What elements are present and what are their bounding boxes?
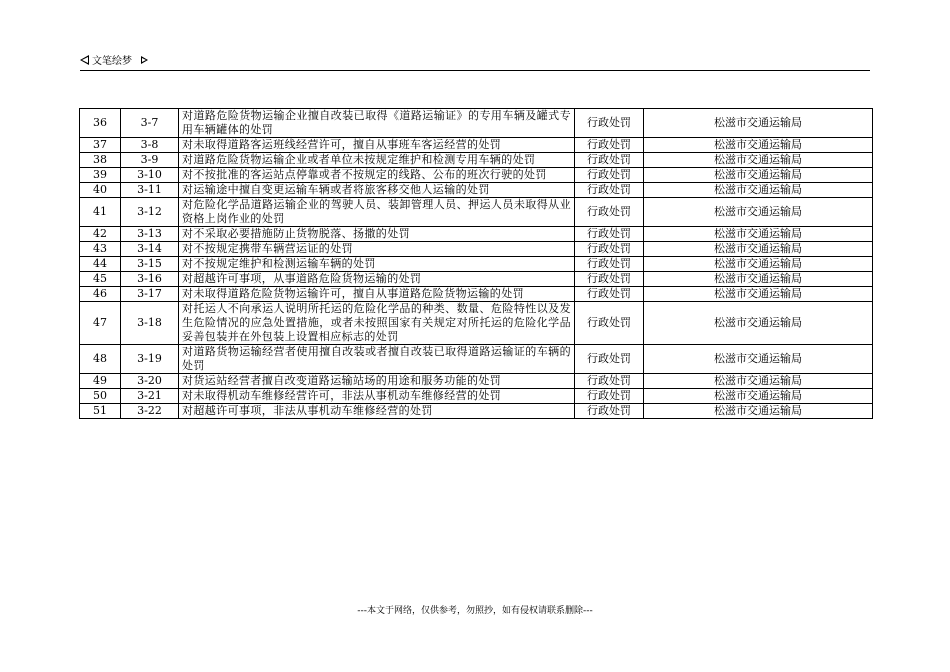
item-type: 行政处罚 (575, 242, 644, 257)
item-description: 对道路货物运输经营者使用擅自改装或者擅自改装已取得道路运输证的车辆的处罚 (179, 345, 575, 374)
table-row (80, 198, 873, 227)
item-code: 3-11 (121, 183, 179, 198)
table-row (80, 389, 873, 404)
triangle-left-icon (80, 55, 89, 65)
responsible-org: 松滋市交通运输局 (644, 227, 873, 242)
item-type: 行政处罚 (575, 404, 644, 419)
item-description: 对货运站经营者擅自改变道路运输站场的用途和服务功能的处罚 (179, 374, 575, 389)
responsible-org: 松滋市交通运输局 (644, 138, 873, 153)
responsible-org: 松滋市交通运输局 (644, 257, 873, 272)
item-code: 3-16 (121, 272, 179, 287)
item-code: 3-22 (121, 404, 179, 419)
item-type: 行政处罚 (575, 302, 644, 345)
table-row (80, 404, 873, 419)
brand-text: 文笔绘梦 (92, 56, 132, 67)
item-code: 3-14 (121, 242, 179, 257)
row-number: 37 (80, 138, 121, 153)
table-row (80, 287, 873, 302)
responsible-org: 松滋市交通运输局 (644, 302, 873, 345)
row-number: 36 (80, 109, 121, 138)
item-code: 3-13 (121, 227, 179, 242)
item-description: 对不按规定携带车辆营运证的处罚 (179, 242, 575, 257)
responsible-org: 松滋市交通运输局 (644, 242, 873, 257)
responsible-org: 松滋市交通运输局 (644, 404, 873, 419)
responsible-org: 松滋市交通运输局 (644, 198, 873, 227)
item-type: 行政处罚 (575, 389, 644, 404)
item-code: 3-7 (121, 109, 179, 138)
item-type: 行政处罚 (575, 272, 644, 287)
row-number: 51 (80, 404, 121, 419)
page-header (80, 50, 870, 71)
table-row (80, 257, 873, 272)
item-code: 3-17 (121, 287, 179, 302)
row-number: 39 (80, 168, 121, 183)
table-row (80, 302, 873, 345)
item-description: 对不按批准的客运站点停靠或者不按规定的线路、公布的班次行驶的处罚 (179, 168, 575, 183)
penalty-table (79, 108, 873, 419)
item-code: 3-21 (121, 389, 179, 404)
responsible-org: 松滋市交通运输局 (644, 272, 873, 287)
table-row (80, 242, 873, 257)
item-code: 3-12 (121, 198, 179, 227)
footer-disclaimer: ---本文于网络，仅供参考，勿照抄，如有侵权请联系删除--- (357, 606, 593, 616)
responsible-org: 松滋市交通运输局 (644, 183, 873, 198)
item-type: 行政处罚 (575, 153, 644, 168)
table-row (80, 374, 873, 389)
item-description: 对超越许可事项，从事道路危险货物运输的处罚 (179, 272, 575, 287)
item-code: 3-15 (121, 257, 179, 272)
item-type: 行政处罚 (575, 345, 644, 374)
item-description: 对托运人不向承运人说明所托运的危险化学品的种类、数量、危险特性以及发生危险情况的应急处置措施，或者未按照国家有关规定对所托运的危险化学品妥善包装并在外包装上设置相应标志的处罚 (179, 302, 575, 345)
row-number: 45 (80, 272, 121, 287)
item-description: 对道路危险货物运输企业或者单位未按规定维护和检测专用车辆的处罚 (179, 153, 575, 168)
table-body (80, 109, 873, 419)
item-description: 对未取得道路危险货物运输许可，擅自从事道路危险货物运输的处罚 (179, 287, 575, 302)
row-number: 43 (80, 242, 121, 257)
row-number: 42 (80, 227, 121, 242)
item-code: 3-20 (121, 374, 179, 389)
item-description: 对运输途中擅自变更运输车辆或者将旅客移交他人运输的处罚 (179, 183, 575, 198)
item-type: 行政处罚 (575, 138, 644, 153)
row-number: 44 (80, 257, 121, 272)
item-type: 行政处罚 (575, 287, 644, 302)
responsible-org: 松滋市交通运输局 (644, 109, 873, 138)
responsible-org: 松滋市交通运输局 (644, 345, 873, 374)
row-number: 47 (80, 302, 121, 345)
row-number: 50 (80, 389, 121, 404)
item-type: 行政处罚 (575, 198, 644, 227)
table-row (80, 168, 873, 183)
item-type: 行政处罚 (575, 109, 644, 138)
item-description: 对危险化学品道路运输企业的驾驶人员、装卸管理人员、押运人员未取得从业资格上岗作业的处罚 (179, 198, 575, 227)
item-description: 对超越许可事项，非法从事机动车维修经营的处罚 (179, 404, 575, 419)
item-code: 3-18 (121, 302, 179, 345)
row-number: 48 (80, 345, 121, 374)
item-type: 行政处罚 (575, 168, 644, 183)
responsible-org: 松滋市交通运输局 (644, 389, 873, 404)
header-brand (80, 52, 148, 67)
item-type: 行政处罚 (575, 183, 644, 198)
item-type: 行政处罚 (575, 227, 644, 242)
table-row (80, 345, 873, 374)
item-code: 3-8 (121, 138, 179, 153)
row-number: 41 (80, 198, 121, 227)
responsible-org: 松滋市交通运输局 (644, 287, 873, 302)
table-row (80, 272, 873, 287)
responsible-org: 松滋市交通运输局 (644, 374, 873, 389)
row-number: 40 (80, 183, 121, 198)
item-type: 行政处罚 (575, 257, 644, 272)
row-number: 46 (80, 287, 121, 302)
item-description: 对不采取必要措施防止货物脱落、扬撒的处罚 (179, 227, 575, 242)
item-description: 对不按规定维护和检测运输车辆的处罚 (179, 257, 575, 272)
table-row (80, 227, 873, 242)
item-description: 对未取得道路客运班线经营许可，擅自从事班车客运经营的处罚 (179, 138, 575, 153)
table-row (80, 183, 873, 198)
row-number: 38 (80, 153, 121, 168)
item-description: 对未取得机动车维修经营许可，非法从事机动车维修经营的处罚 (179, 389, 575, 404)
item-code: 3-9 (121, 153, 179, 168)
item-code: 3-10 (121, 168, 179, 183)
item-description: 对道路危险货物运输企业擅自改装已取得《道路运输证》的专用车辆及罐式专用车辆罐体的处罚 (179, 109, 575, 138)
responsible-org: 松滋市交通运输局 (644, 168, 873, 183)
row-number: 49 (80, 374, 121, 389)
triangle-right-icon (141, 56, 148, 64)
table-row (80, 109, 873, 138)
responsible-org: 松滋市交通运输局 (644, 153, 873, 168)
table-row (80, 138, 873, 153)
item-code: 3-19 (121, 345, 179, 374)
item-type: 行政处罚 (575, 374, 644, 389)
table-row (80, 153, 873, 168)
